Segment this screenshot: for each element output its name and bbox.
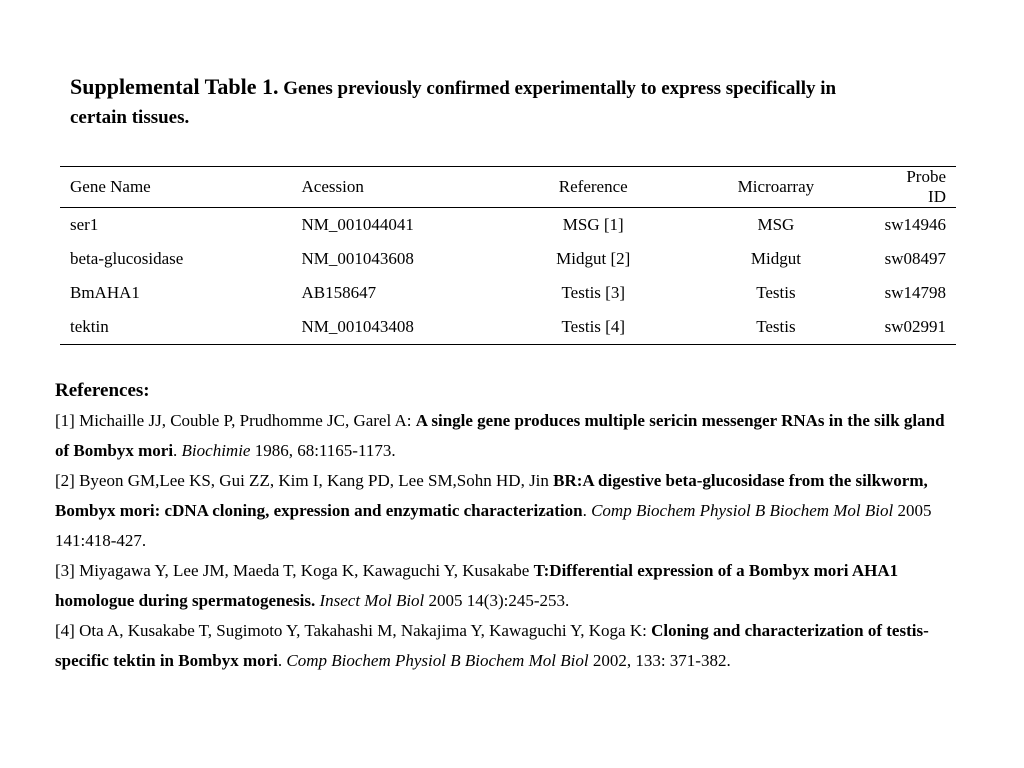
reference-journal: Biochimie — [181, 441, 251, 460]
cell-microarray: MSG — [757, 215, 795, 234]
reference-details: 2005 141:418-427. — [55, 501, 932, 550]
reference-details: 2005 14(3):245-253. — [424, 591, 570, 610]
cell-accession: NM_001044041 — [301, 215, 414, 234]
reference-details: 1986, 68:1165-1173. — [250, 441, 396, 460]
cell-reference: Testis [4] — [561, 317, 625, 336]
table-caption — [70, 72, 890, 132]
cell-reference: Testis [3] — [561, 283, 625, 302]
reference-separator: . — [277, 651, 287, 670]
reference-separator: . — [173, 441, 182, 460]
reference-separator: . — [582, 501, 592, 520]
reference-journal: Comp Biochem Physiol B Biochem Mol Biol — [286, 651, 589, 670]
cell-microarray: Midgut — [750, 249, 801, 268]
cell-accession: NM_001043608 — [301, 249, 414, 268]
cell-accession: AB158647 — [301, 283, 377, 302]
reference-title: A single gene produces multiple sericin messenger RNAs in the silk gland of Bombyx mori — [55, 411, 945, 460]
header-probe-id: Probe ID — [875, 167, 956, 208]
header-reference: Reference — [509, 167, 677, 208]
reference-details: 2002, 133: 371-382. — [588, 651, 731, 670]
reference-item — [55, 466, 960, 556]
caption-label: Supplemental Table 1. — [70, 74, 279, 99]
cell-accession: NM_001043408 — [301, 317, 414, 336]
reference-title: T:Differential expression of a Bombyx mori AHA1 homologue during spermatogenesis. — [55, 561, 899, 610]
reference-authors: [2] Byeon GM,Lee KS, Gui ZZ, Kim I, Kang PD, Lee SM,Sohn HD, Jin — [55, 471, 554, 490]
header-accession: Acession — [292, 167, 510, 208]
cell-microarray: Testis — [756, 283, 796, 302]
reference-journal: Insect Mol Biol — [319, 591, 425, 610]
cell-gene-name: tektin — [70, 317, 109, 336]
cell-probe-id: sw14946 — [884, 215, 946, 234]
references-section — [55, 376, 960, 676]
cell-gene-name: beta-glucosidase — [70, 249, 184, 268]
reference-title: BR:A digestive beta-glucosidase from the silkworm, Bombyx mori: cDNA cloning, expression and enzymatic characterization — [55, 471, 928, 520]
reference-authors: [3] Miyagawa Y, Lee JM, Maeda T, Koga K, Kawaguchi Y, Kusakabe — [55, 561, 534, 580]
cell-reference: Midgut [2] — [556, 249, 631, 268]
genes-table — [60, 166, 956, 345]
cell-reference: MSG [1] — [562, 215, 624, 234]
cell-probe-id: sw08497 — [884, 249, 946, 268]
reference-authors: [1] Michaille JJ, Couble P, Prudhomme JC, Garel A: — [55, 411, 416, 430]
reference-title: Cloning and characterization of testis-specific tektin in Bombyx mori — [55, 621, 929, 670]
reference-journal: Comp Biochem Physiol B Biochem Mol Biol — [591, 501, 894, 520]
reference-item — [55, 406, 960, 466]
reference-item — [55, 556, 960, 616]
caption-text: Genes previously confirmed experimentally to express specifically in certain tissues. — [70, 78, 837, 128]
cell-gene-name: ser1 — [70, 215, 99, 234]
table-row — [60, 242, 956, 276]
header-microarray: Microarray — [677, 167, 874, 208]
references-heading: References: — [55, 380, 150, 401]
reference-authors: [4] Ota A, Kusakabe T, Sugimoto Y, Takahashi M, Nakajima Y, Kawaguchi Y, Koga K: — [55, 621, 652, 640]
reference-item — [55, 616, 960, 676]
table-row — [60, 310, 956, 345]
table-row — [60, 208, 956, 243]
cell-gene-name: BmAHA1 — [70, 283, 140, 302]
table-row — [60, 276, 956, 310]
cell-probe-id: sw02991 — [884, 317, 946, 336]
table-header-row — [60, 167, 956, 208]
header-gene-name: Gene Name — [60, 167, 292, 208]
cell-microarray: Testis — [756, 317, 796, 336]
cell-probe-id: sw14798 — [884, 283, 946, 302]
